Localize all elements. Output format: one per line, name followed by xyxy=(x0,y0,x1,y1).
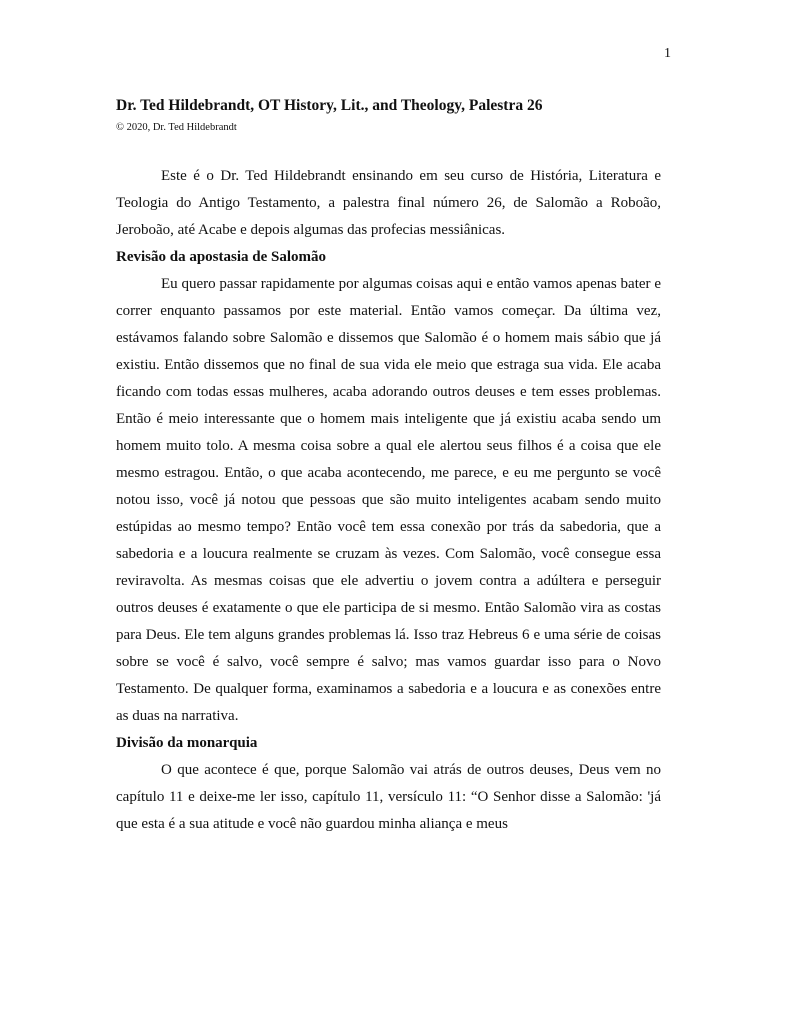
section-heading-division: Divisão da monarquia xyxy=(116,735,258,751)
document-title: Dr. Ted Hildebrandt, OT History, Lit., and Theology, Palestra 26 xyxy=(116,97,543,114)
paragraph-division: O que acontece é que, porque Salomão vai atrás de outros deuses, Deus vem no capítulo 11 e deixe-me ler isso, capítulo 11, versículo 11: “O Senhor disse a Salomão: 'já que esta é a sua atitude e você não guardou minha aliança e meus xyxy=(116,762,661,832)
page-number: 1 xyxy=(664,46,671,61)
document-page xyxy=(116,96,661,838)
paragraph-apostasy: Eu quero passar rapidamente por algumas coisas aqui e então vamos apenas bater e correr enquanto passamos por este material. Então vamos começar. Da última vez, estávamos falando sobre Salomão e dissemos que Salomão é o homem mais sábio que já existiu. Então dissemos que no final de sua vida ele meio que estraga sua vida. Ele acaba ficando com todas essas mulheres, acaba adorando outros deuses e tem esses problemas. Então é meio interessante que o homem mais inteligente que já existiu acaba sendo um homem muito tolo. A mesma coisa sobre a qual ele alertou seus filhos é a coisa que ele mesmo estragou. Então, o que acaba acontecendo, me parece, e eu me pergunto se você notou isso, você já notou que pessoas que são muito inteligentes acabam sendo muito estúpidas ao mesmo tempo? Então você tem essa conexão por trás da sabedoria, que a sabedoria e a loucura realmente se cruzam às vezes. Com Salomão, você consegue essa reviravolta. As mesmas coisas que ele advertiu o jovem contra a adúltera e perseguir outros deuses é exatamente o que ele participa de si mesmo. Então Salomão vira as costas para Deus. Ele tem alguns grandes problemas lá. Isso traz Hebreus 6 e uma série de coisas sobre se você é salvo, você sempre é salvo; mas vamos guardar isso para o Novo Testamento. De qualquer forma, examinamos a sabedoria e a loucura e as conexões entre as duas na narrativa. xyxy=(116,276,661,724)
section-heading-apostasy: Revisão da apostasia de Salomão xyxy=(116,249,327,265)
copyright-line: © 2020, Dr. Ted Hildebrandt xyxy=(116,122,237,133)
intro-paragraph: Este é o Dr. Ted Hildebrandt ensinando em seu curso de História, Literatura e Teologia do Antigo Testamento, a palestra final número 26, de Salomão a Roboão, Jeroboão, até Acabe e depois algumas das profecias messiânicas. xyxy=(116,168,661,238)
